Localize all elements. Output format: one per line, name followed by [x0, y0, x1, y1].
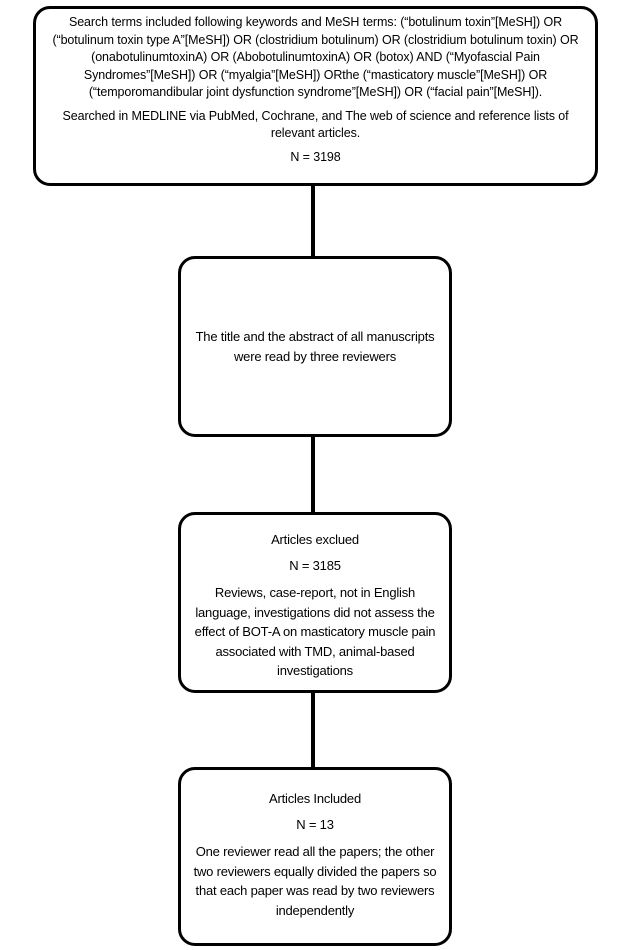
connector-line-1: [311, 185, 315, 257]
connector-line-3: [311, 692, 315, 768]
excluded-title-text: Articles exclued: [271, 532, 359, 547]
included-count-text: N = 13: [296, 816, 334, 832]
excluded-box: [178, 512, 452, 693]
search-sources-text: Searched in MEDLINE via PubMed, Cochrane, and The web of science and reference lists of relevant articles.: [62, 108, 569, 140]
screening-text: The title and the abstract of all manuscripts were read by three reviewers: [195, 328, 435, 364]
included-process-text: One reviewer read all the papers; the other two reviewers equally divided the papers so that each paper was read by two reviewers independently: [193, 844, 437, 918]
search-terms-box: [33, 6, 598, 186]
search-count-text: N = 3198: [290, 149, 341, 164]
excluded-count-text: N = 3185: [289, 557, 341, 573]
connector-line-2: [311, 436, 315, 513]
search-terms-text: Search terms included following keywords and MeSH terms: (“botulinum toxin”[MeSH]) OR (“botulinum toxin type A”[MeSH]) OR (clostridium botulinum) OR (clostridium botulinum toxin) OR (onabotulinumtoxinA) OR (AbobotulinumtoxinA) OR (botox) AND (“Myofascial Pain Syndromes”[MeSH]) OR (“myalgia”[MeSH]) ORthe (“masticatory muscle”[MeSH]) OR (“temporomandibular joint dysfunction syndrome”[MeSH]) OR (“facial pain”[MeSH]).: [52, 15, 579, 99]
included-title-text: Articles Included: [269, 791, 361, 806]
excluded-reasons-text: Reviews, case-report, not in English language, investigations did not assess the effect of BOT-A on masticatory muscle pain associated with TMD, animal-based investigations: [194, 585, 436, 678]
included-box: [178, 767, 452, 946]
screening-box: [178, 256, 452, 437]
